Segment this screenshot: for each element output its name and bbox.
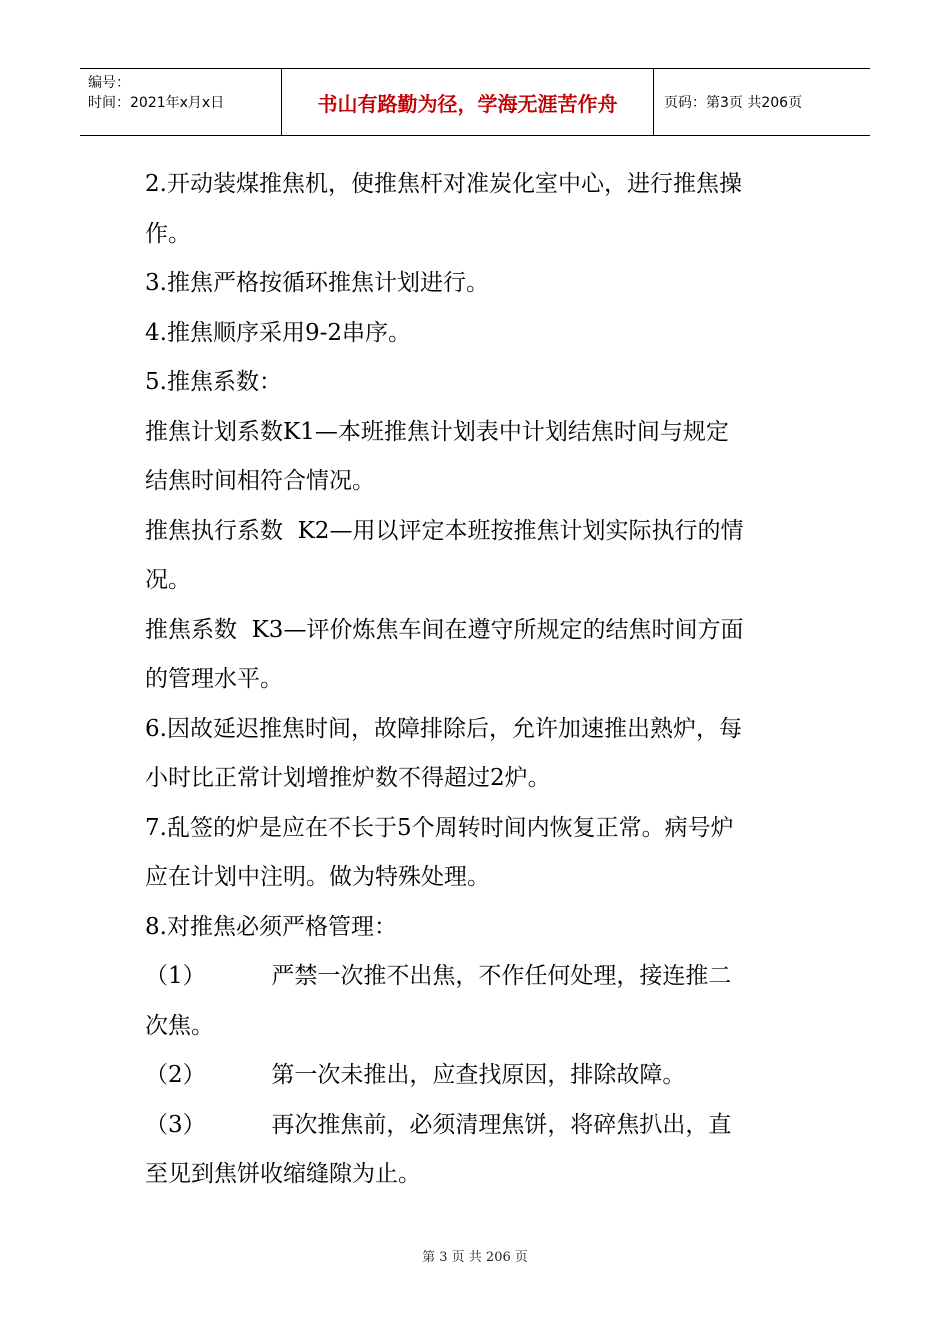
body-line: （1） 严禁一次推不出焦，不作任何处理，接连推二 (145, 963, 732, 989)
body-line: 次焦。 (145, 1012, 214, 1039)
body-line: 应在计划中注明。做为特殊处理。 (145, 864, 490, 890)
body-line: 5.推焦系数： (145, 369, 282, 395)
body-line: 推焦系数 K3—评价炼焦车间在遵守所规定的结焦时间方面 (145, 616, 744, 643)
body-line: 的管理水平。 (145, 666, 283, 692)
body-line: 推焦计划系数K1—本班推焦计划表中计划结焦时间与规定 (145, 418, 729, 445)
header-page-info: 页码：第3页 共206页 (664, 95, 803, 111)
body-line: 4.推焦顺序采用9-2串序。 (145, 319, 411, 346)
document-body (145, 160, 810, 1200)
date-label: 时间：2021年x月x日 (88, 95, 225, 111)
body-line: 2.开动装煤推焦机，使推焦杆对准炭化室中心，进行推焦操 (145, 171, 742, 197)
body-line: 推焦执行系数 K2—用以评定本班按推焦计划实际执行的情 (145, 517, 744, 544)
body-line: （3） 再次推焦前，必须清理焦饼，将碎焦扒出，直 (145, 1111, 732, 1138)
body-line: （2） 第一次未推出，应查找原因，排除故障。 (145, 1062, 686, 1088)
body-line: 3.推焦严格按循环推焦计划进行。 (145, 270, 489, 296)
body-line: 结焦时间相符合情况。 (145, 468, 375, 494)
body-line: 小时比正常计划增推炉数不得超过2炉。 (145, 765, 551, 791)
body-line: 作。 (145, 220, 191, 247)
body-line: 至见到焦饼收缩缝隙为止。 (145, 1161, 421, 1187)
body-line: 7.乱签的炉是应在不长于5个周转时间内恢复正常。病号炉 (145, 814, 734, 841)
body-line: 8.对推焦必须严格管理： (145, 913, 397, 940)
page-footer: 第 3 页 共 206 页 (422, 1250, 528, 1265)
header-motto: 书山有路勤为径，学海无涯苦作舟 (282, 69, 654, 135)
header-meta (80, 69, 282, 135)
body-line: 况。 (145, 567, 191, 593)
document-header (80, 68, 870, 136)
body-line: 6.因故延迟推焦时间，故障排除后，允许加速推出熟炉，每 (145, 715, 742, 742)
number-label: 编号： (88, 75, 130, 91)
